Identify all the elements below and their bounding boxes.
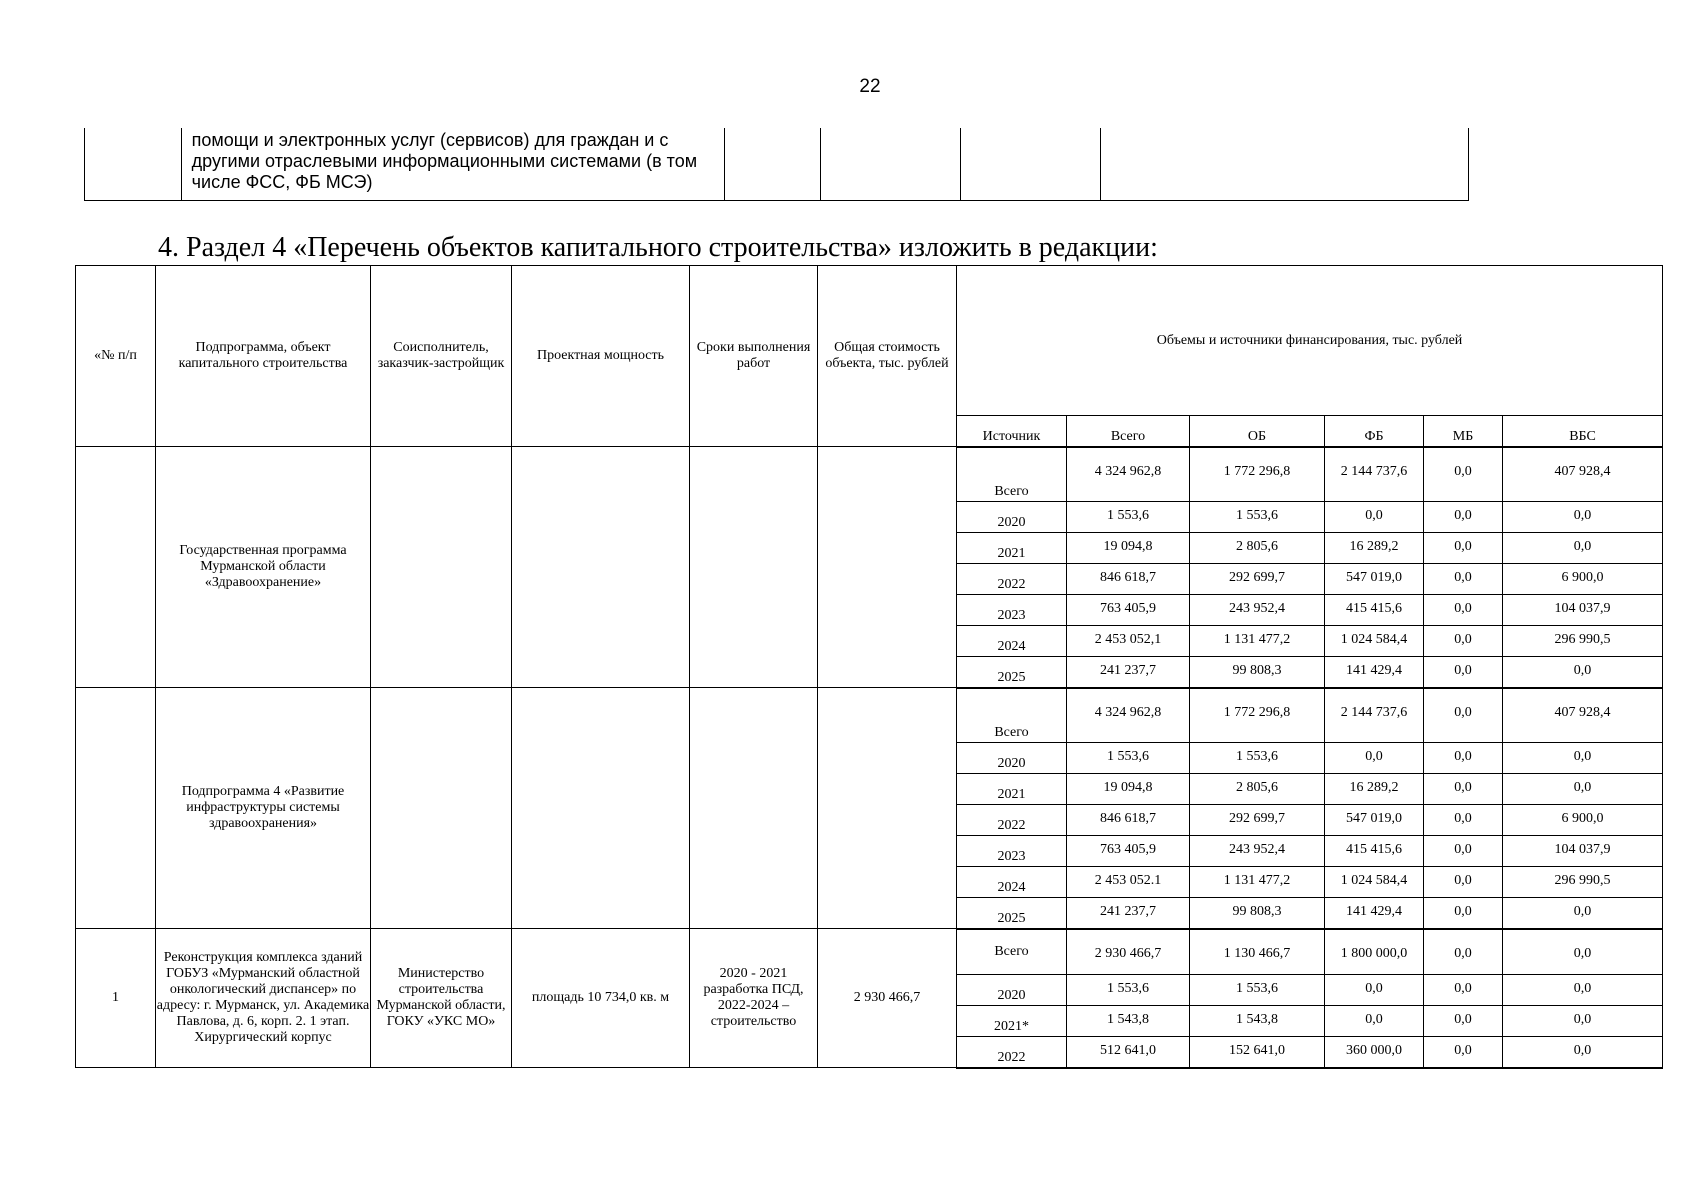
ob-value-cell: 1 553,6 [1190, 975, 1325, 1006]
total-value-cell: 19 094,8 [1067, 533, 1190, 564]
vbs-value-cell: 104 037,9 [1503, 836, 1663, 867]
fb-value-cell: 0,0 [1325, 1006, 1424, 1037]
source-cell: 2020 [957, 502, 1067, 533]
total-value-cell: 2 453 052.1 [1067, 867, 1190, 898]
ob-value-cell: 1 772 296,8 [1190, 447, 1325, 502]
executor-cell: Министерство строительства Мурманской области, ГОКУ «УКС МО» [371, 929, 512, 1068]
table-row [85, 128, 1469, 201]
source-cell: 2025 [957, 657, 1067, 688]
total-value-cell: 1 553,6 [1067, 743, 1190, 774]
total-value-cell: 2 930 466,7 [1067, 929, 1190, 975]
total-value-cell: 1 553,6 [1067, 975, 1190, 1006]
ob-value-cell: 292 699,7 [1190, 564, 1325, 595]
fb-value-cell: 141 429,4 [1325, 898, 1424, 929]
fb-value-cell: 0,0 [1325, 502, 1424, 533]
header-cost: Общая стоимость объекта, тыс. рублей [818, 266, 957, 447]
mb-value-cell: 0,0 [1424, 626, 1503, 657]
ob-value-cell: 152 641,0 [1190, 1037, 1325, 1068]
fb-value-cell: 1 024 584,4 [1325, 626, 1424, 657]
source-cell: 2022 [957, 564, 1067, 595]
table-row [76, 447, 1663, 502]
ob-value-cell: 99 808,3 [1190, 657, 1325, 688]
vbs-value-cell: 0,0 [1503, 533, 1663, 564]
mb-value-cell: 0,0 [1424, 743, 1503, 774]
source-cell: 2020 [957, 975, 1067, 1006]
table-row [76, 688, 1663, 743]
source-cell: 2021 [957, 774, 1067, 805]
capital-construction-table [75, 265, 1663, 1069]
mb-value-cell: 0,0 [1424, 533, 1503, 564]
fb-value-cell: 2 144 737,6 [1325, 688, 1424, 743]
ob-value-cell: 1 131 477,2 [1190, 626, 1325, 657]
table-row [76, 929, 1663, 975]
total-value-cell: 1 543,8 [1067, 1006, 1190, 1037]
fb-value-cell: 16 289,2 [1325, 774, 1424, 805]
row-number: 1 [76, 929, 156, 1068]
fb-value-cell: 547 019,0 [1325, 805, 1424, 836]
total-value-cell: 512 641,0 [1067, 1037, 1190, 1068]
header-num: «№ п/п [76, 266, 156, 447]
mb-value-cell: 0,0 [1424, 774, 1503, 805]
capacity-cell [512, 447, 690, 688]
source-cell: Всего [957, 447, 1067, 502]
cost-cell: 2 930 466,7 [818, 929, 957, 1068]
vbs-value-cell: 296 990,5 [1503, 867, 1663, 898]
page-number: 22 [859, 76, 881, 97]
ob-value-cell: 1 130 466,7 [1190, 929, 1325, 975]
total-value-cell: 19 094,8 [1067, 774, 1190, 805]
source-cell: 2023 [957, 595, 1067, 626]
header-source: Источник [957, 416, 1067, 447]
mb-value-cell: 0,0 [1424, 975, 1503, 1006]
ob-value-cell: 292 699,7 [1190, 805, 1325, 836]
fb-value-cell: 547 019,0 [1325, 564, 1424, 595]
mb-value-cell: 0,0 [1424, 688, 1503, 743]
object-name: Реконструкция комплекса зданий ГОБУЗ «Мурманский областной онкологический диспансер» по адресу: г. Мурманск, ул. Академика Павлова, д. 6, корп. 2. 1 этап. Хирургический корпус [156, 929, 371, 1068]
ob-value-cell: 2 805,6 [1190, 533, 1325, 564]
source-cell: 2024 [957, 626, 1067, 657]
header-terms: Сроки выполнения работ [690, 266, 818, 447]
fb-value-cell: 16 289,2 [1325, 533, 1424, 564]
ob-value-cell: 1 553,6 [1190, 502, 1325, 533]
mb-value-cell: 0,0 [1424, 867, 1503, 898]
executor-cell [371, 447, 512, 688]
mb-value-cell: 0,0 [1424, 502, 1503, 533]
fb-value-cell: 0,0 [1325, 975, 1424, 1006]
source-cell: Всего [957, 688, 1067, 743]
mb-value-cell: 0,0 [1424, 564, 1503, 595]
ob-value-cell: 243 952,4 [1190, 836, 1325, 867]
source-cell: Всего [957, 929, 1067, 975]
mb-value-cell: 0,0 [1424, 657, 1503, 688]
source-cell: 2022 [957, 1037, 1067, 1068]
row-number [76, 688, 156, 929]
total-value-cell: 763 405,9 [1067, 836, 1190, 867]
fb-value-cell: 0,0 [1325, 743, 1424, 774]
total-value-cell: 763 405,9 [1067, 595, 1190, 626]
executor-cell [371, 688, 512, 929]
source-cell: 2025 [957, 898, 1067, 929]
vbs-value-cell: 296 990,5 [1503, 626, 1663, 657]
source-cell: 2024 [957, 867, 1067, 898]
header-financing: Объемы и источники финансирования, тыс. рублей [957, 266, 1663, 416]
fb-value-cell: 2 144 737,6 [1325, 447, 1424, 502]
vbs-value-cell: 0,0 [1503, 975, 1663, 1006]
ob-value-cell: 1 131 477,2 [1190, 867, 1325, 898]
source-cell: 2021* [957, 1006, 1067, 1037]
ob-value-cell: 1 772 296,8 [1190, 688, 1325, 743]
capacity-cell: площадь 10 734,0 кв. м [512, 929, 690, 1068]
mb-value-cell: 0,0 [1424, 836, 1503, 867]
row-number [76, 447, 156, 688]
source-cell: 2021 [957, 533, 1067, 564]
vbs-value-cell: 104 037,9 [1503, 595, 1663, 626]
header-fb: ФБ [1325, 416, 1424, 447]
terms-cell: 2020 - 2021 разработка ПСД, 2022-2024 – строительство [690, 929, 818, 1068]
header-executor: Соисполнитель, заказчик-застройщик [371, 266, 512, 447]
vbs-value-cell: 6 900,0 [1503, 564, 1663, 595]
mb-value-cell: 0,0 [1424, 1006, 1503, 1037]
cost-cell [818, 447, 957, 688]
vbs-value-cell: 0,0 [1503, 1006, 1663, 1037]
fb-value-cell: 415 415,6 [1325, 836, 1424, 867]
total-value-cell: 1 553,6 [1067, 502, 1190, 533]
header-row [76, 266, 1663, 416]
fb-value-cell: 141 429,4 [1325, 657, 1424, 688]
header-ob: ОБ [1190, 416, 1325, 447]
ob-value-cell: 1 543,8 [1190, 1006, 1325, 1037]
total-value-cell: 846 618,7 [1067, 805, 1190, 836]
fb-value-cell: 360 000,0 [1325, 1037, 1424, 1068]
ob-value-cell: 243 952,4 [1190, 595, 1325, 626]
vbs-value-cell: 0,0 [1503, 657, 1663, 688]
header-total: Всего [1067, 416, 1190, 447]
ob-value-cell: 1 553,6 [1190, 743, 1325, 774]
source-cell: 2022 [957, 805, 1067, 836]
ob-value-cell: 99 808,3 [1190, 898, 1325, 929]
mb-value-cell: 0,0 [1424, 595, 1503, 626]
source-cell: 2023 [957, 836, 1067, 867]
header-subprogram: Подпрограмма, объект капитального строительства [156, 266, 371, 447]
total-value-cell: 846 618,7 [1067, 564, 1190, 595]
fb-value-cell: 1 024 584,4 [1325, 867, 1424, 898]
capacity-cell [512, 688, 690, 929]
mb-value-cell: 0,0 [1424, 447, 1503, 502]
vbs-value-cell: 0,0 [1503, 898, 1663, 929]
cost-cell [818, 688, 957, 929]
source-cell: 2020 [957, 743, 1067, 774]
mb-value-cell: 0,0 [1424, 1037, 1503, 1068]
total-value-cell: 4 324 962,8 [1067, 447, 1190, 502]
object-name: Подпрограмма 4 «Развитие инфраструктуры системы здравоохранения» [156, 688, 371, 929]
mb-value-cell: 0,0 [1424, 898, 1503, 929]
mb-value-cell: 0,0 [1424, 805, 1503, 836]
total-value-cell: 241 237,7 [1067, 898, 1190, 929]
header-capacity: Проектная мощность [512, 266, 690, 447]
vbs-value-cell: 0,0 [1503, 929, 1663, 975]
total-value-cell: 241 237,7 [1067, 657, 1190, 688]
object-name: Государственная программа Мурманской области «Здравоохранение» [156, 447, 371, 688]
vbs-value-cell: 0,0 [1503, 502, 1663, 533]
fb-value-cell: 415 415,6 [1325, 595, 1424, 626]
terms-cell [690, 447, 818, 688]
total-value-cell: 2 453 052,1 [1067, 626, 1190, 657]
vbs-value-cell: 6 900,0 [1503, 805, 1663, 836]
vbs-value-cell: 407 928,4 [1503, 688, 1663, 743]
vbs-value-cell: 407 928,4 [1503, 447, 1663, 502]
vbs-value-cell: 0,0 [1503, 1037, 1663, 1068]
section-title: 4. Раздел 4 «Перечень объектов капитального строительства» изложить в редакции: [158, 232, 1158, 263]
header-mb: МБ [1424, 416, 1503, 447]
header-vbs: ВБС [1503, 416, 1663, 447]
vbs-value-cell: 0,0 [1503, 743, 1663, 774]
ob-value-cell: 2 805,6 [1190, 774, 1325, 805]
continuation-table [84, 128, 1469, 201]
total-value-cell: 4 324 962,8 [1067, 688, 1190, 743]
fb-value-cell: 1 800 000,0 [1325, 929, 1424, 975]
terms-cell [690, 688, 818, 929]
mb-value-cell: 0,0 [1424, 929, 1503, 975]
vbs-value-cell: 0,0 [1503, 774, 1663, 805]
continuation-text: помощи и электронных услуг (сервисов) для граждан и с другими отраслевыми информационными системами (в том числе ФСС, ФБ МСЭ) [181, 128, 725, 201]
